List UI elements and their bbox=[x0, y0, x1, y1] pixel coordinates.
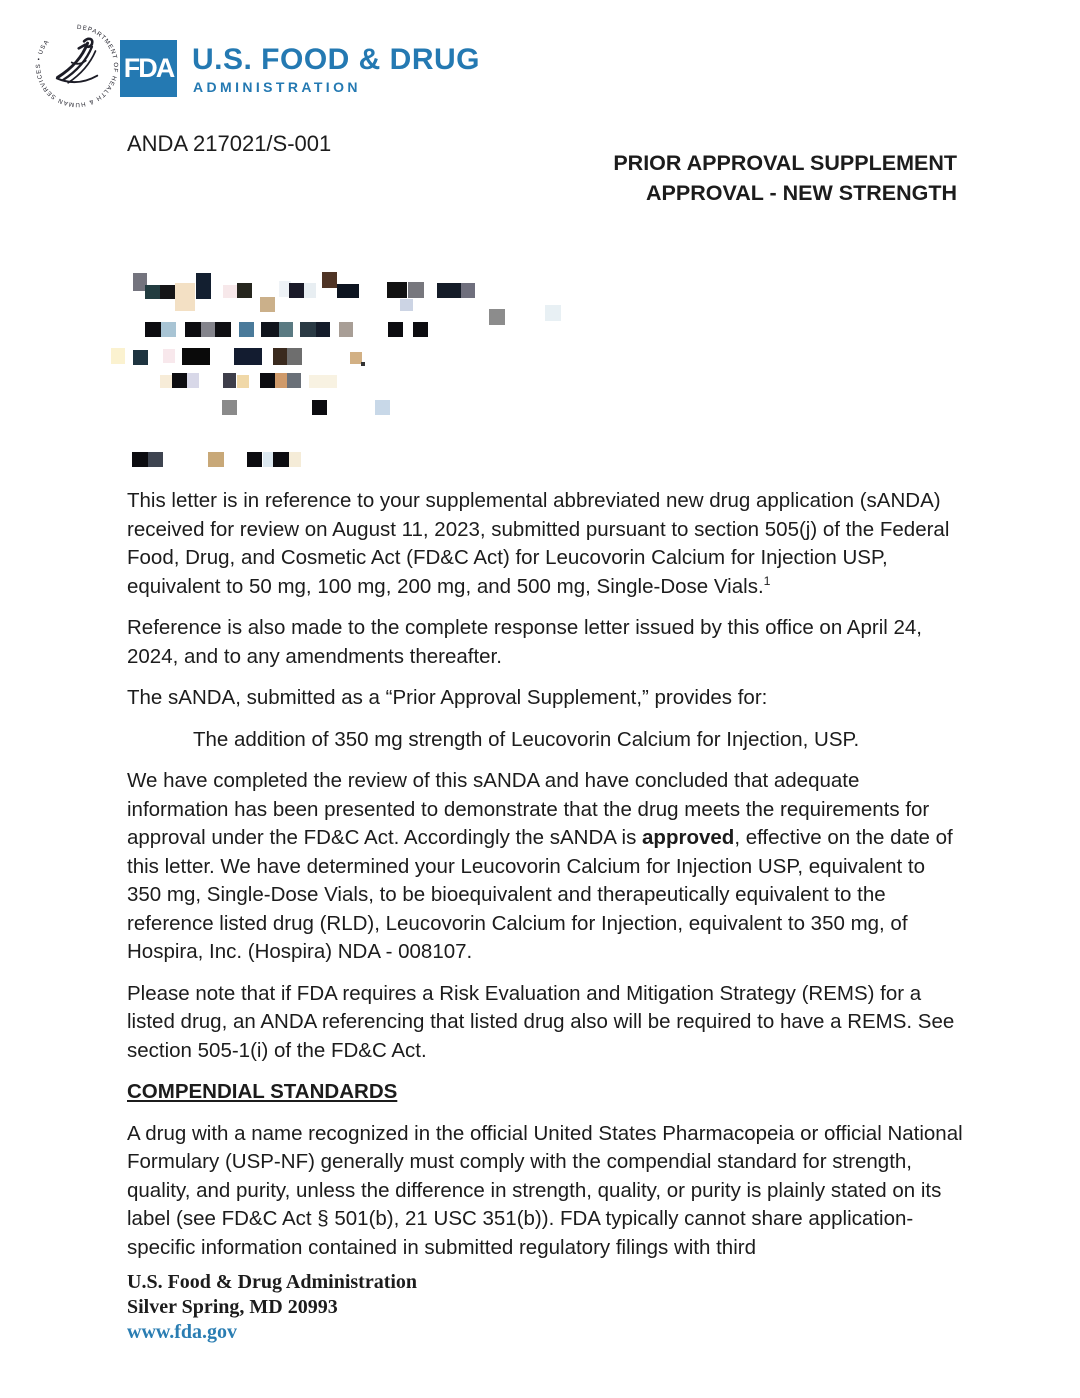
redaction-block bbox=[489, 309, 505, 325]
letter-footer bbox=[127, 1270, 627, 1345]
paragraph-supplement-provides: The sANDA, submitted as a “Prior Approval Supplement,” provides for: bbox=[127, 686, 768, 709]
redaction-block bbox=[175, 283, 195, 311]
redaction-block bbox=[287, 373, 301, 388]
fda-website-link[interactable]: www.fda.gov bbox=[127, 1321, 238, 1343]
paragraph-application-reference bbox=[127, 487, 963, 601]
paragraph-complete-response-reference: Reference is also made to the complete response letter issued by this office on April 24, 2024, and to any amendments thereafter. bbox=[127, 616, 923, 668]
redaction-block bbox=[185, 322, 201, 337]
footer-address: Silver Spring, MD 20993 bbox=[127, 1296, 338, 1318]
fda-logo-box bbox=[120, 40, 177, 97]
footer-agency-name: U.S. Food & Drug Administration bbox=[127, 1271, 418, 1293]
redaction-block bbox=[196, 273, 211, 299]
redaction-block bbox=[461, 283, 475, 298]
redaction-block bbox=[279, 322, 293, 337]
redaction-block bbox=[437, 283, 461, 298]
redaction-block bbox=[145, 285, 160, 299]
redaction-block bbox=[239, 322, 254, 337]
letter-title-line2: APPROVAL - NEW STRENGTH bbox=[646, 181, 957, 205]
redaction-block bbox=[289, 283, 304, 298]
paragraph-compendial-standards: A drug with a name recognized in the official United States Pharmacopeia or official National Formulary (USP-NF) generally must comply with the compendial standard for strength, quality, and purity, unless the difference in strength, quality, or purity is plainly stated on its label (see FD&C Act § 501(b), 21 USC 351(b)). FDA typically cannot share application-specific information contained in submitted regulatory filings with third bbox=[127, 1121, 963, 1259]
redaction-block bbox=[223, 285, 237, 298]
heading-compendial-standards: COMPENDIAL STANDARDS bbox=[127, 1080, 398, 1103]
redaction-block bbox=[261, 322, 279, 337]
paragraph-text: We have completed the review of this sANDA and have concluded that adequate information has been presented to demonstrate that the drug meets the requirements for approval under the FD&C Act. Accordingly the sANDA is bbox=[127, 769, 930, 849]
redaction-block bbox=[208, 452, 224, 467]
redaction-block bbox=[263, 452, 273, 467]
redaction-block bbox=[260, 297, 275, 312]
redaction-block bbox=[201, 322, 215, 337]
paragraph-text: This letter is in reference to your supplemental abbreviated new drug application (sANDA) received for review on August 11, 2023, submitted pursuant to section 505(j) of the Federal Food, Drug, and Cosmetic Act (FD&C Act) for Leucovorin Calcium for Injection USP, equivalent to 50 mg, 100 mg, 200 mg, and 500 mg, Single-Dose Vials. bbox=[127, 489, 950, 598]
redaction-block bbox=[273, 452, 289, 467]
redaction-block bbox=[413, 322, 428, 337]
redaction-block bbox=[545, 305, 561, 321]
redaction-block bbox=[322, 272, 337, 288]
redaction-block bbox=[316, 322, 330, 337]
fda-wordmark-line1: U.S. FOOD & DRUG bbox=[192, 43, 481, 76]
redaction-block bbox=[160, 375, 172, 388]
svg-text:DEPARTMENT OF HEALTH & HUMAN S bbox=[35, 24, 119, 108]
redaction-block bbox=[182, 348, 210, 365]
redaction-block bbox=[304, 283, 316, 298]
redaction-block bbox=[387, 282, 407, 298]
hhs-seal-icon bbox=[33, 22, 121, 110]
footnote-marker: 1 bbox=[763, 573, 771, 588]
application-number: ANDA 217021/S-001 bbox=[127, 131, 332, 156]
redaction-block bbox=[222, 400, 237, 415]
approved-emphasis: approved bbox=[642, 826, 735, 849]
redaction-block bbox=[223, 373, 236, 388]
redaction-block bbox=[237, 375, 249, 388]
redaction-block bbox=[111, 348, 125, 364]
redaction-block bbox=[337, 284, 359, 298]
fda-wordmark-line2: ADMINISTRATION bbox=[193, 79, 361, 95]
letter-title-block bbox=[613, 148, 957, 208]
paragraph-approval bbox=[127, 767, 963, 967]
redaction-mosaic bbox=[127, 265, 847, 475]
letter-title-line1: PRIOR APPROVAL SUPPLEMENT bbox=[613, 151, 957, 175]
redaction-block bbox=[408, 282, 424, 298]
redaction-block bbox=[237, 283, 252, 298]
fda-logo-text: FDA bbox=[123, 53, 174, 83]
redaction-block bbox=[312, 400, 327, 415]
redaction-block bbox=[215, 322, 231, 337]
hhs-seal-text: DEPARTMENT OF HEALTH & HUMAN SERVICES • USA bbox=[35, 23, 120, 108]
redaction-block bbox=[247, 452, 262, 467]
redaction-block bbox=[275, 373, 287, 388]
redaction-block bbox=[273, 348, 287, 365]
redaction-block bbox=[361, 362, 365, 366]
paragraph-text: , effective on the date of this letter. We have determined your Leucovorin Calcium for Injection USP, equivalent to 350 mg, Single-Dose Vials, to be bioequivalent and therapeutically equivalent to the reference listed drug (RLD), Leucovorin Calcium for Injection, equivalent to 350 mg, of Hospira, Inc. (Hospira) NDA - 008107. bbox=[127, 826, 953, 963]
redaction-block bbox=[287, 348, 302, 365]
redaction-block bbox=[187, 373, 199, 388]
fda-masthead bbox=[0, 0, 1080, 120]
redaction-block bbox=[309, 375, 337, 388]
redaction-block bbox=[133, 350, 148, 365]
redaction-block bbox=[234, 348, 262, 365]
redaction-block bbox=[172, 373, 187, 388]
letter-body bbox=[127, 487, 963, 1275]
redaction-block bbox=[300, 322, 316, 337]
redaction-block bbox=[145, 322, 161, 337]
redaction-block bbox=[132, 452, 148, 467]
redaction-block bbox=[260, 373, 275, 388]
redaction-block bbox=[388, 322, 403, 337]
redaction-block bbox=[161, 322, 176, 337]
redaction-block bbox=[148, 452, 163, 467]
redaction-block bbox=[163, 349, 175, 363]
redaction-block bbox=[375, 400, 390, 415]
redaction-block bbox=[400, 299, 413, 311]
redaction-block bbox=[339, 322, 353, 337]
paragraph-new-strength-addition: The addition of 350 mg strength of Leucovorin Calcium for Injection, USP. bbox=[193, 727, 860, 751]
redaction-block bbox=[289, 452, 301, 467]
paragraph-rems-note: Please note that if FDA requires a Risk Evaluation and Mitigation Strategy (REMS) for a listed drug, an ANDA referencing that listed drug also will be required to have a REMS. See section 505-1(i) of the FD&C Act. bbox=[127, 981, 955, 1062]
